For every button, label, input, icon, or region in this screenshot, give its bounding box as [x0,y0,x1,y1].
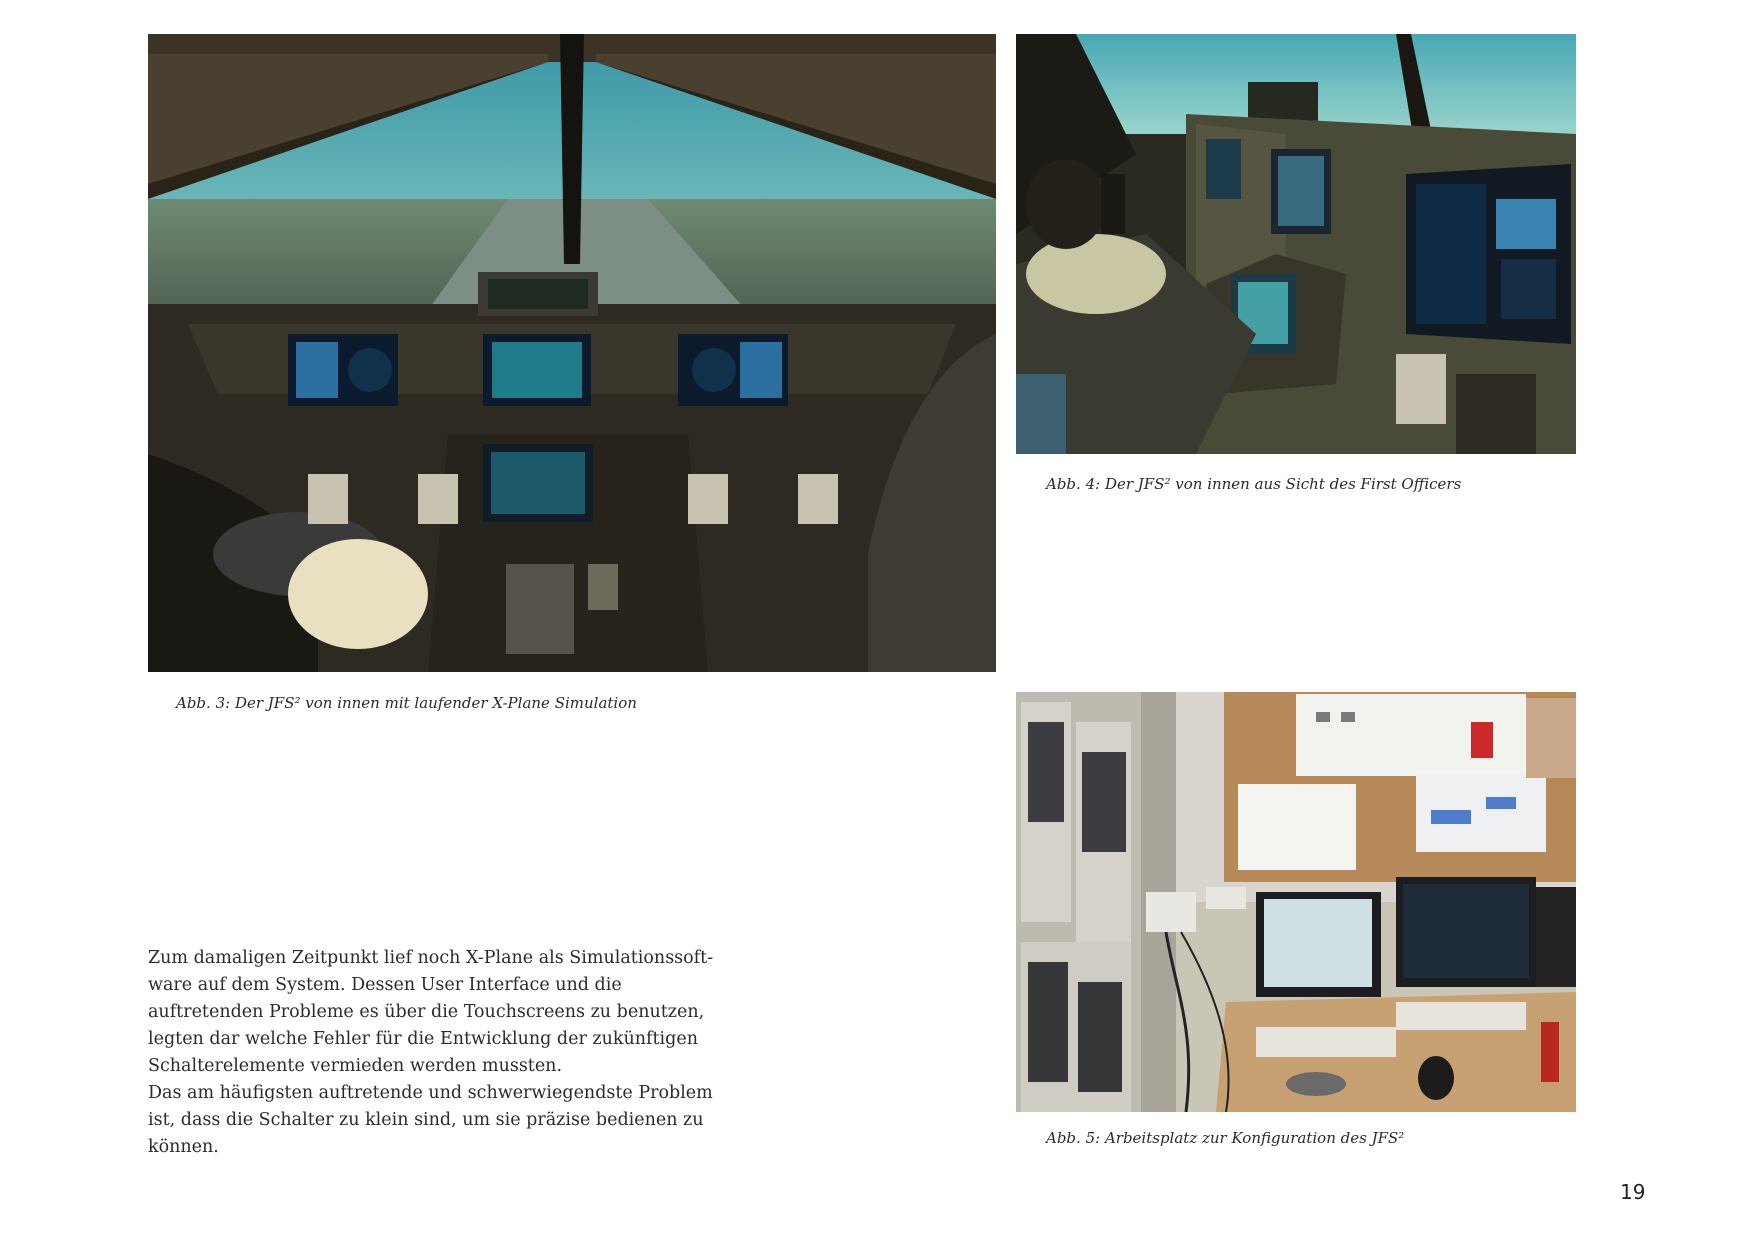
figure-4-caption: Abb. 4: Der JFS² von innen aus Sicht des First Officers [1046,475,1462,493]
body-paragraph-2: Das am häufigsten auftretende und schwerwiegendste Problem ist, dass die Schalter zu klein sind, um sie präzise bedienen zu können. [148,1083,713,1157]
first-officer-view-image [1016,34,1576,454]
figure-5-caption: Abb. 5: Arbeitsplatz zur Konfiguration des JFS² [1046,1129,1405,1147]
figure-3-caption: Abb. 3: Der JFS² von innen mit laufender X-Plane Simulation [176,694,637,712]
cockpit-simulation-image [148,34,996,672]
configuration-workstation-image [1016,692,1576,1112]
figure-4-photo [1016,34,1576,454]
page-number: 19 [1620,1180,1646,1204]
figure-5-photo [1016,692,1576,1112]
body-text [148,945,728,1161]
body-paragraph-1: Zum damaligen Zeitpunkt lief noch X-Plane als Simulationssoftware auf dem System. Dessen User Interface und die auftretenden Probleme es über die Touchscreens zu benutzen, legten dar welche Fehler für die Entwicklung der zukünftigen Schalterelemente vermieden werden mussten. [148,948,714,1076]
figure-3-photo [148,34,996,672]
